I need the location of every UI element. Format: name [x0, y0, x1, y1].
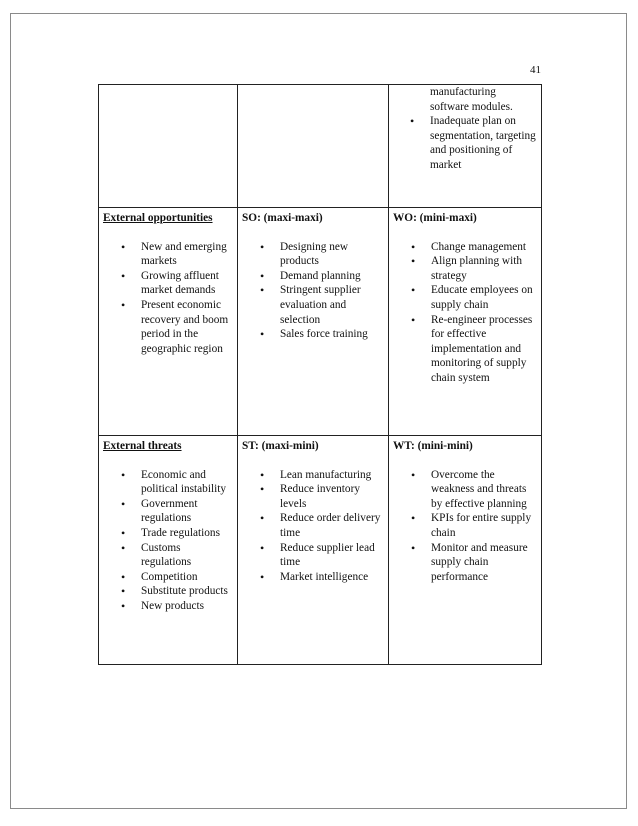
- row-header-external-threats: External threats: [103, 440, 182, 452]
- list-item: • Demand planning: [280, 269, 384, 284]
- table-cell: [99, 436, 238, 665]
- list-item: • Growing affluent market demands: [141, 269, 233, 298]
- list-item: • Lean manufacturing: [280, 468, 384, 483]
- list-item: • Monitor and measure supply chain performance: [431, 541, 537, 585]
- bullet-list: [393, 468, 537, 585]
- list-item: • Sales force training: [280, 327, 384, 342]
- list-item: • Market intelligence: [280, 570, 384, 585]
- list-item: • Designing new products: [280, 240, 384, 269]
- bullet-list: [103, 240, 233, 357]
- bullet-list: [242, 240, 384, 342]
- list-item: • New products: [141, 599, 233, 614]
- table-cell: [238, 436, 389, 665]
- table-cell: [238, 208, 389, 436]
- row-header-external-opportunities: External opportunities: [103, 212, 213, 224]
- list-item: • Competition: [141, 570, 233, 585]
- cell-header-wo: WO: (mini-maxi): [393, 212, 477, 224]
- table-cell: [389, 85, 542, 208]
- table-cell: [99, 85, 238, 208]
- table-cell: [389, 208, 542, 436]
- swot-strategy-table: [98, 84, 542, 665]
- list-item: • Overcome the weakness and threats by effective planning: [431, 468, 537, 512]
- bullet-list: [103, 468, 233, 614]
- list-item: • Change management: [431, 240, 537, 255]
- list-item: • Stringent supplier evaluation and selection: [280, 283, 384, 327]
- list-item: • Present economic recovery and boom period in the geographic region: [141, 298, 233, 356]
- table-row: [99, 85, 542, 208]
- table-cell: [389, 436, 542, 665]
- bullet-list: [393, 240, 537, 386]
- list-item: • Align planning with strategy: [431, 254, 537, 283]
- table-row: [99, 436, 542, 665]
- list-item: • Reduce order delivery time: [280, 511, 384, 540]
- cell-header-st: ST: (maxi-mini): [242, 440, 319, 452]
- list-item: • Reduce supplier lead time: [280, 541, 384, 570]
- list-item: manufacturing software modules.: [430, 86, 513, 113]
- list-item: • New and emerging markets: [141, 240, 233, 269]
- list-item: • Economic and political instability: [141, 468, 233, 497]
- list-item: • KPIs for entire supply chain: [431, 511, 537, 540]
- table-cell: [99, 208, 238, 436]
- list-item: • Substitute products: [141, 584, 233, 599]
- cell-header-wt: WT: (mini-mini): [393, 440, 473, 452]
- cell-header-so: SO: (maxi-maxi): [242, 212, 323, 224]
- bullet-list: [393, 85, 537, 173]
- list-item: • Re-engineer processes for effective implementation and monitoring of supply chain system: [431, 313, 537, 386]
- page-number: 41: [530, 64, 541, 76]
- bullet-list: [242, 468, 384, 585]
- list-item: • Reduce inventory levels: [280, 482, 384, 511]
- table-cell: [238, 85, 389, 208]
- list-item: • Educate employees on supply chain: [431, 283, 537, 312]
- list-item: • Government regulations: [141, 497, 233, 526]
- table-row: [99, 208, 542, 436]
- list-item: • Inadequate plan on segmentation, targeting and positioning of market: [430, 114, 537, 172]
- list-item: • Trade regulations: [141, 526, 233, 541]
- list-item: • Customs regulations: [141, 541, 233, 570]
